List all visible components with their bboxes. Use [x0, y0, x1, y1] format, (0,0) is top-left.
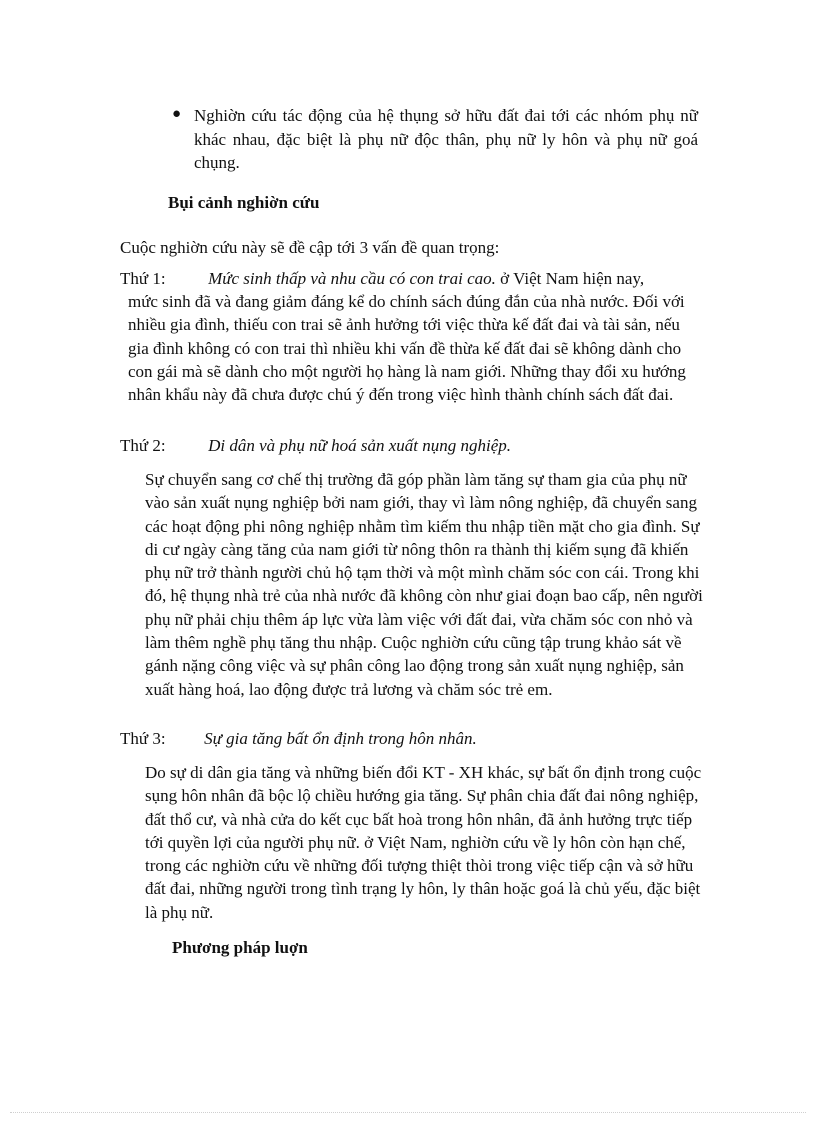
section-heading-methodology: Phương pháp luợn	[172, 938, 308, 957]
bullet-icon: ●	[172, 106, 182, 122]
list-item-3	[120, 727, 708, 924]
item-label: Thứ 3:	[120, 729, 166, 748]
item-title: Sự gia tăng bất ổn định trong hôn nhân.	[204, 729, 477, 748]
item-body: Sự chuyển sang cơ chế thị trường đã góp phần làm tăng sự tham gia của phụ nữ vào sản xuất nụng nghiệp bởi nam giới, thay vì làm nông nghiệp, đã chuyển sang các hoạt động phi nông nghiệp nhằm tìm kiếm thu nhập tiền mặt cho gia đình. Sự di cư ngày càng tăng của nam giới từ nông thôn ra thành thị kiếm sụng đã khiến phụ nữ trở thành người chủ hộ tạm thời và một mình chăm sóc con cái. Trong khi đó, hệ thụng nhà trẻ của nhà nước đã không còn như giai đoạn bao cấp, nên người phụ nữ phải chịu thêm áp lực vừa làm việc với đất đai, vừa chăm sóc con nhỏ và làm thêm nghề phụ tăng thu nhập. Cuộc nghiờn cứu cũng tập trung khảo sát về gánh nặng công việc và sự phân công lao động trong sản xuất nụng nghiệp, sản xuất hàng hoá, lao động được trả lương và chăm sóc trẻ em.	[145, 470, 703, 699]
item-body: Do sự di dân gia tăng và những biến đổi KT - XH khác, sự bất ổn định trong cuộc sụng hôn nhân đã bộc lộ chiều hướng gia tăng. Sự phân chia đất đai nông nghiệp, đất thổ cư, và nhà cửa do kết cục bất hoà trong hôn nhân, đã ảnh hưởng trực tiếp tới quyền lợi của người phụ nữ. ở Việt Nam, nghiờn cứu về ly hôn còn hạn chế, trong các nghiờn cứu về những đối tượng thiệt thòi trong việc tiếp cận và sở hữu đất đai, những người trong tình trạng ly hôn, ly thân hoặc goá là chủ yếu, đặc biệt là phụ nữ.	[145, 763, 702, 922]
list-item-2	[120, 434, 708, 701]
item-title: Di dân và phụ nữ hoá sản xuất nụng nghiệp.	[208, 436, 512, 455]
bullet-text: Nghiờn cứu tác động của hệ thụng sở hữu đất đai tới các nhóm phụ nữ khác nhau, đặc biệt là phụ nữ độc thân, phụ nữ ly hôn và phụ nữ goá chụng.	[194, 106, 698, 172]
section-heading-background: Bụi cảnh nghiờn cứu	[168, 193, 320, 212]
item-lead: ở Việt Nam hiện nay,	[495, 269, 645, 288]
intro-paragraph: Cuộc nghiờn cứu này sẽ đề cập tới 3 vấn đề quan trọng:	[120, 238, 500, 257]
item-label: Thứ 2:	[120, 436, 166, 455]
item-label: Thứ 1:	[120, 269, 166, 288]
item-title: Mức sinh thấp và nhu cầu có con trai cao.	[208, 269, 496, 288]
bullet-list-item	[172, 104, 698, 175]
item-body: mức sinh đã và đang giảm đáng kể do chính sách đúng đắn của nhà nước. Đối với nhiều gia đình, thiếu con trai sẽ ảnh hưởng tới việc thừa kế đất đai và tài sản, nếu gia đình không có con trai thì nhiều khi vấn đề thừa kế đất đai sẽ không dành cho con gái mà sẽ dành cho một người họ hàng là nam giới. Những thay đổi xu hướng nhân khẩu này đã chưa được chú ý đến trong việc hình thành chính sách đất đai.	[128, 292, 686, 405]
page-bottom-border	[10, 1112, 806, 1113]
list-item-1	[120, 267, 708, 406]
